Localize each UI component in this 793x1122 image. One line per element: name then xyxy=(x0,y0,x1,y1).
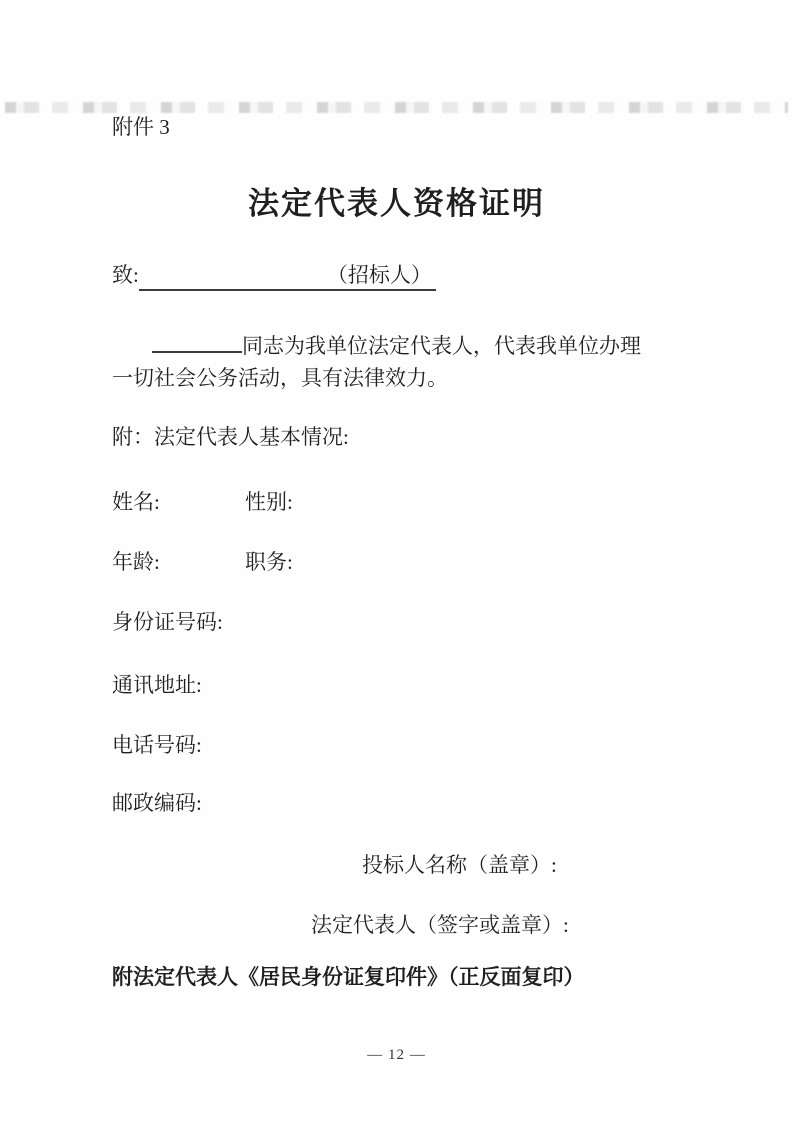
field-label-phone-number: 电话号码: xyxy=(112,733,202,757)
field-label-sex: 性别: xyxy=(245,490,293,514)
salutation-prefix: 致: xyxy=(112,263,139,287)
field-label-position: 职务: xyxy=(245,550,293,574)
body-paragraph-line-1 xyxy=(112,330,641,360)
field-label-postal-code: 邮政编码: xyxy=(112,791,202,815)
basic-info-heading: 附：法定代表人基本情况: xyxy=(112,425,349,449)
name-blank-field xyxy=(152,330,242,353)
field-label-age: 年龄: xyxy=(112,550,160,574)
salutation-line xyxy=(112,259,436,291)
bidder-name-seal-line: 投标人名称（盖章）: xyxy=(362,853,557,877)
footer-note-id-copy: 附法定代表人《居民身份证复印件》（正反面复印） xyxy=(112,965,585,989)
paragraph-text-1: 同志为我单位法定代表人，代表我单位办理 xyxy=(242,334,641,358)
page-title: 法定代表人资格证明 xyxy=(248,186,545,221)
field-label-id-number: 身份证号码: xyxy=(112,610,223,634)
body-paragraph-line-2: 一切社会公务活动，具有法律效力。 xyxy=(112,366,448,390)
attachment-label: 附件 3 xyxy=(112,115,170,139)
page-number: — 12 — xyxy=(367,1047,426,1063)
legal-representative-sign-line: 法定代表人（签字或盖章）: xyxy=(311,913,569,937)
salutation-suffix: （招标人） xyxy=(326,263,432,287)
field-label-mailing-address: 通讯地址: xyxy=(112,673,202,697)
field-label-name: 姓名: xyxy=(112,490,160,514)
tenderer-blank-field xyxy=(139,259,436,291)
